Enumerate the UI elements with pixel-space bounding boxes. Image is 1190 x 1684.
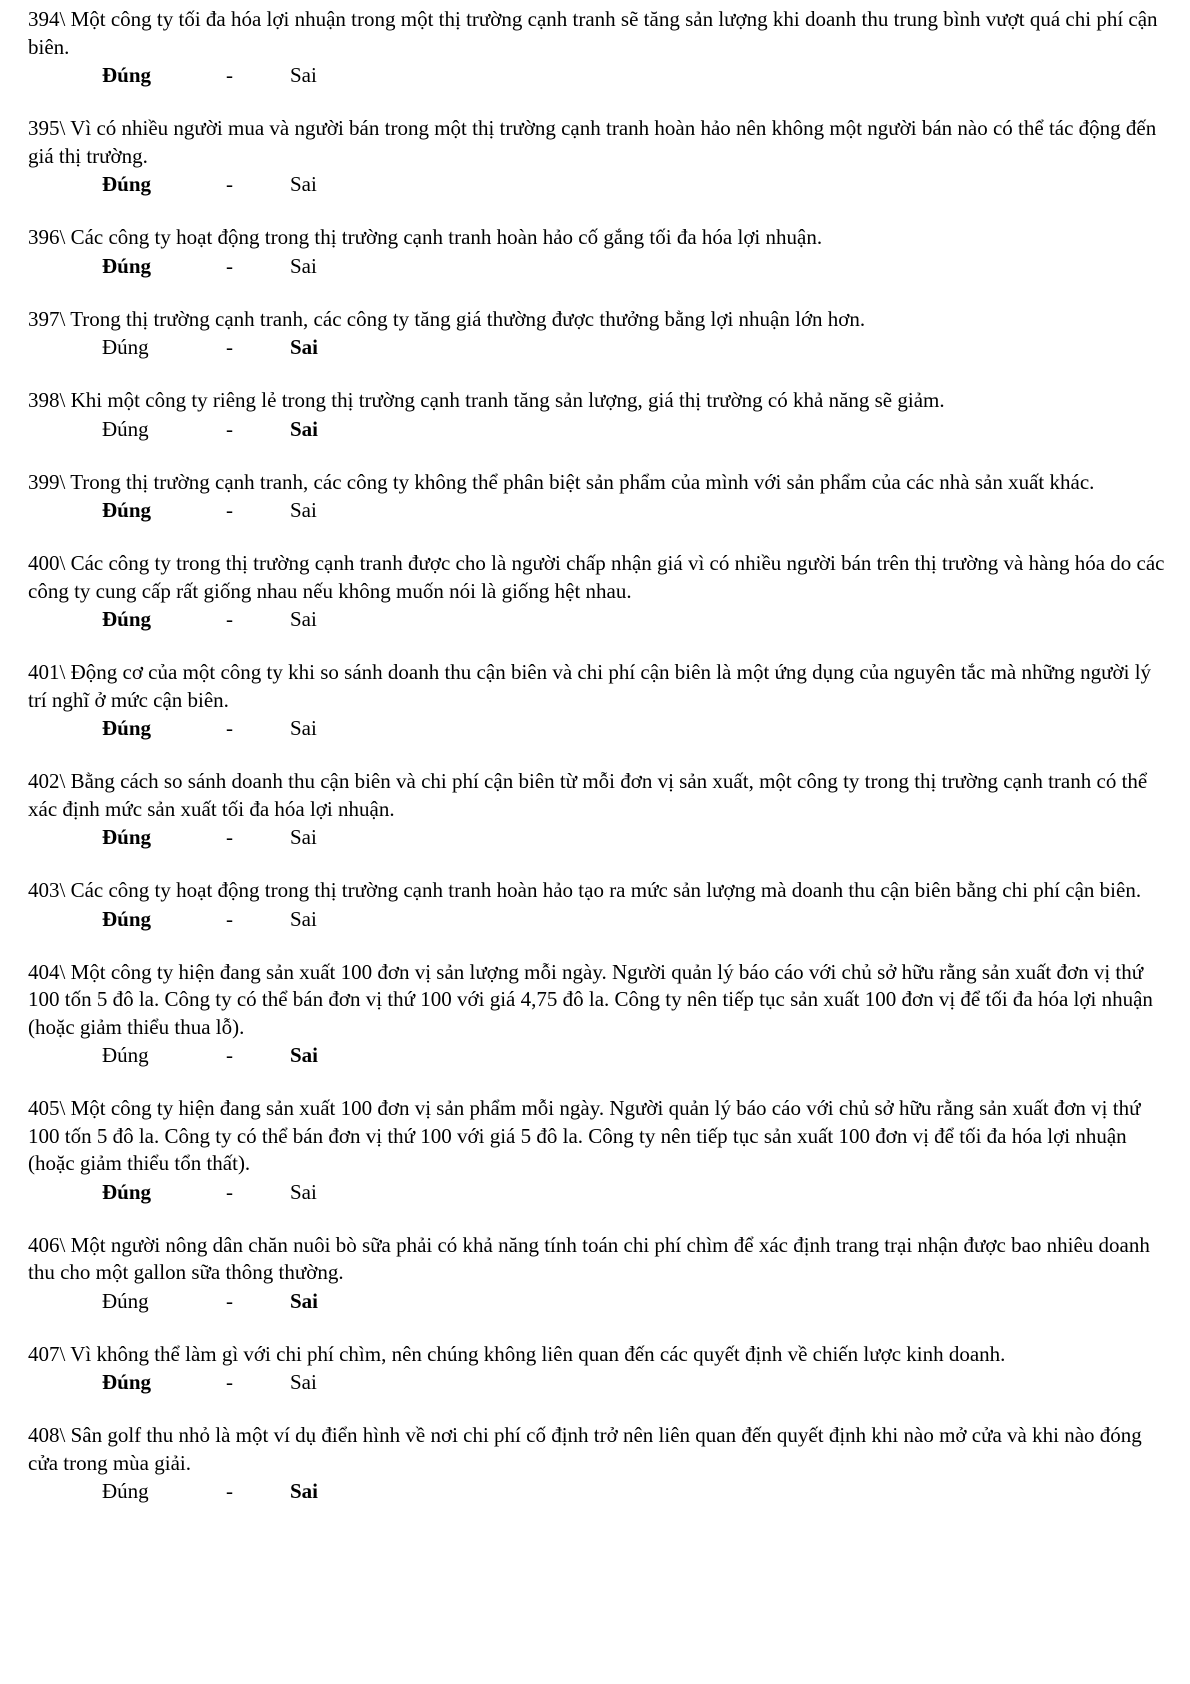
answer-false-option[interactable]: Sai [290, 906, 317, 931]
question-text: 407\ Vì không thể làm gì với chi phí chìm, nên chúng không liên quan đến các quyết định về chiến lược kinh doanh. [28, 1341, 1006, 1366]
answer-options [28, 714, 1168, 742]
question-item [28, 387, 1168, 443]
question-text: 394\ Một công ty tối đa hóa lợi nhuận trong một thị trường cạnh tranh sẽ tăng sản lượng khi doanh thu trung bình vượt quá chi phí cận biên. [28, 7, 1158, 59]
answer-true-option[interactable]: Đúng [102, 825, 152, 849]
answer-separator: - [226, 498, 233, 522]
answer-true-option[interactable]: Đúng [102, 416, 149, 441]
answer-true-option[interactable]: Đúng [102, 1479, 149, 1503]
answer-options [28, 1477, 1168, 1505]
question-text: 401\ Động cơ của một công ty khi so sánh doanh thu cận biên và chi phí cận biên là một ứng dụng của nguyên tắc mà những người lý trí nghĩ ở mức cận biên. [28, 660, 1152, 712]
answer-true-option[interactable]: Đúng [102, 1288, 149, 1313]
question-item [28, 1341, 1168, 1397]
question-text: 406\ Một người nông dân chăn nuôi bò sữa phải có khả năng tính toán chi phí chìm để xác định trang trại nhận được bao nhiêu doanh thu cho một gallon sữa thông thường. [28, 1232, 1150, 1284]
answer-true-option[interactable]: Đúng [102, 498, 152, 522]
answer-separator: - [226, 906, 233, 931]
answer-false-option[interactable]: Sai [290, 416, 319, 441]
answer-true-option[interactable]: Đúng [102, 607, 152, 631]
question-item [28, 1095, 1168, 1206]
answer-separator: - [226, 416, 233, 441]
answer-options [28, 170, 1168, 198]
question-item [28, 1232, 1168, 1315]
answer-false-option[interactable]: Sai [290, 607, 317, 631]
answer-true-option[interactable]: Đúng [102, 716, 152, 740]
question-item [28, 6, 1168, 89]
answer-separator: - [226, 1370, 233, 1394]
answer-separator: - [226, 63, 233, 87]
question-list [28, 6, 1168, 1531]
answer-true-option[interactable]: Đúng [102, 63, 152, 87]
question-item [28, 768, 1168, 851]
answer-false-option[interactable]: Sai [290, 1370, 317, 1394]
question-item [28, 550, 1168, 633]
answer-true-option[interactable]: Đúng [102, 1370, 152, 1394]
answer-false-option[interactable]: Sai [290, 1043, 319, 1067]
answer-false-option[interactable]: Sai [290, 498, 317, 522]
answer-true-option[interactable]: Đúng [102, 1043, 149, 1067]
answer-separator: - [226, 716, 233, 740]
answer-false-option[interactable]: Sai [290, 63, 317, 87]
question-text: 402\ Bằng cách so sánh doanh thu cận biên và chi phí cận biên từ mỗi đơn vị sản xuất, một công ty trong thị trường cạnh tranh có thể xác định mức sản xuất tối đa hóa lợi nhuận. [28, 769, 1148, 821]
answer-options [28, 61, 1168, 89]
question-item [28, 659, 1168, 742]
question-text: 403\ Các công ty hoạt động trong thị trường cạnh tranh hoàn hảo tạo ra mức sản lượng mà doanh thu cận biên bằng chi phí cận biên. [28, 878, 1142, 902]
answer-options [28, 415, 1168, 443]
question-item [28, 959, 1168, 1070]
answer-false-option[interactable]: Sai [290, 1288, 319, 1313]
answer-false-option[interactable]: Sai [290, 825, 317, 849]
question-item [28, 469, 1168, 525]
answer-true-option[interactable]: Đúng [102, 335, 149, 359]
question-text: 396\ Các công ty hoạt động trong thị trường cạnh tranh hoàn hảo cố gắng tối đa hóa lợi nhuận. [28, 225, 823, 249]
answer-separator: - [226, 607, 233, 631]
answer-separator: - [226, 1288, 233, 1313]
answer-separator: - [226, 253, 233, 278]
answer-options [28, 605, 1168, 633]
question-text: 399\ Trong thị trường cạnh tranh, các công ty không thể phân biệt sản phẩm của mình với sản phẩm của các nhà sản xuất khác. [28, 469, 1095, 494]
answer-separator: - [226, 335, 233, 359]
answer-options [28, 1368, 1168, 1396]
question-text: 405\ Một công ty hiện đang sản xuất 100 đơn vị sản phẩm mỗi ngày. Người quản lý báo cáo với chủ sở hữu rằng sản xuất đơn vị thứ 100 tốn 5 đô la. Công ty có thể bán đơn vị thứ 100 với giá 5 đô la. Công ty nên tiếp tục sản xuất 100 đơn vị để tối đa hóa lợi nhuận (hoặc giảm thiểu tổn thất). [28, 1096, 1141, 1175]
question-item [28, 306, 1168, 362]
answer-separator: - [226, 1479, 233, 1503]
answer-options [28, 905, 1168, 933]
answer-true-option[interactable]: Đúng [102, 906, 152, 931]
answer-false-option[interactable]: Sai [290, 716, 317, 740]
question-text: 404\ Một công ty hiện đang sản xuất 100 đơn vị sản lượng mỗi ngày. Người quản lý báo cáo với chủ sở hữu rằng sản xuất đơn vị thứ 100 tốn 5 đô la. Công ty có thể bán đơn vị thứ 100 với giá 4,75 đô la. Công ty nên tiếp tục sản xuất 100 đơn vị để tối đa hóa lợi nhuận (hoặc giảm thiểu thua lỗ). [28, 959, 1153, 1039]
question-text: 408\ Sân golf thu nhỏ là một ví dụ điển hình về nơi chi phí cố định trở nên liên quan đến quyết định khi nào mở cửa và khi nào đóng cửa trong mùa giải. [28, 1423, 1142, 1475]
answer-false-option[interactable]: Sai [290, 335, 319, 359]
answer-false-option[interactable]: Sai [290, 1479, 319, 1503]
answer-options [28, 333, 1168, 361]
answer-separator: - [226, 172, 233, 196]
answer-separator: - [226, 1043, 233, 1067]
question-item [28, 877, 1168, 933]
answer-options [28, 1178, 1168, 1206]
question-text: 397\ Trong thị trường cạnh tranh, các công ty tăng giá thường được thưởng bằng lợi nhuận lớn hơn. [28, 306, 866, 331]
answer-false-option[interactable]: Sai [290, 172, 317, 196]
answer-true-option[interactable]: Đúng [102, 253, 152, 278]
answer-separator: - [226, 1179, 233, 1204]
answer-options [28, 496, 1168, 524]
answer-separator: - [226, 825, 233, 849]
question-item [28, 115, 1168, 198]
question-text: 398\ Khi một công ty riêng lẻ trong thị trường cạnh tranh tăng sản lượng, giá thị trường có khả năng sẽ giảm. [28, 388, 945, 412]
question-text: 400\ Các công ty trong thị trường cạnh tranh được cho là người chấp nhận giá vì có nhiều người bán trên thị trường và hàng hóa do các công ty cung cấp rất giống nhau nếu không muốn nói là giống hệt nhau. [28, 551, 1165, 603]
answer-options [28, 1041, 1168, 1069]
question-item [28, 1422, 1168, 1505]
answer-false-option[interactable]: Sai [290, 253, 317, 278]
answer-options [28, 252, 1168, 280]
question-item [28, 224, 1168, 280]
answer-false-option[interactable]: Sai [290, 1179, 317, 1204]
answer-true-option[interactable]: Đúng [102, 172, 152, 196]
answer-true-option[interactable]: Đúng [102, 1179, 152, 1204]
answer-options [28, 823, 1168, 851]
answer-options [28, 1287, 1168, 1315]
question-text: 395\ Vì có nhiều người mua và người bán trong một thị trường cạnh tranh hoàn hảo nên không một người bán nào có thể tác động đến giá thị trường. [28, 116, 1157, 168]
